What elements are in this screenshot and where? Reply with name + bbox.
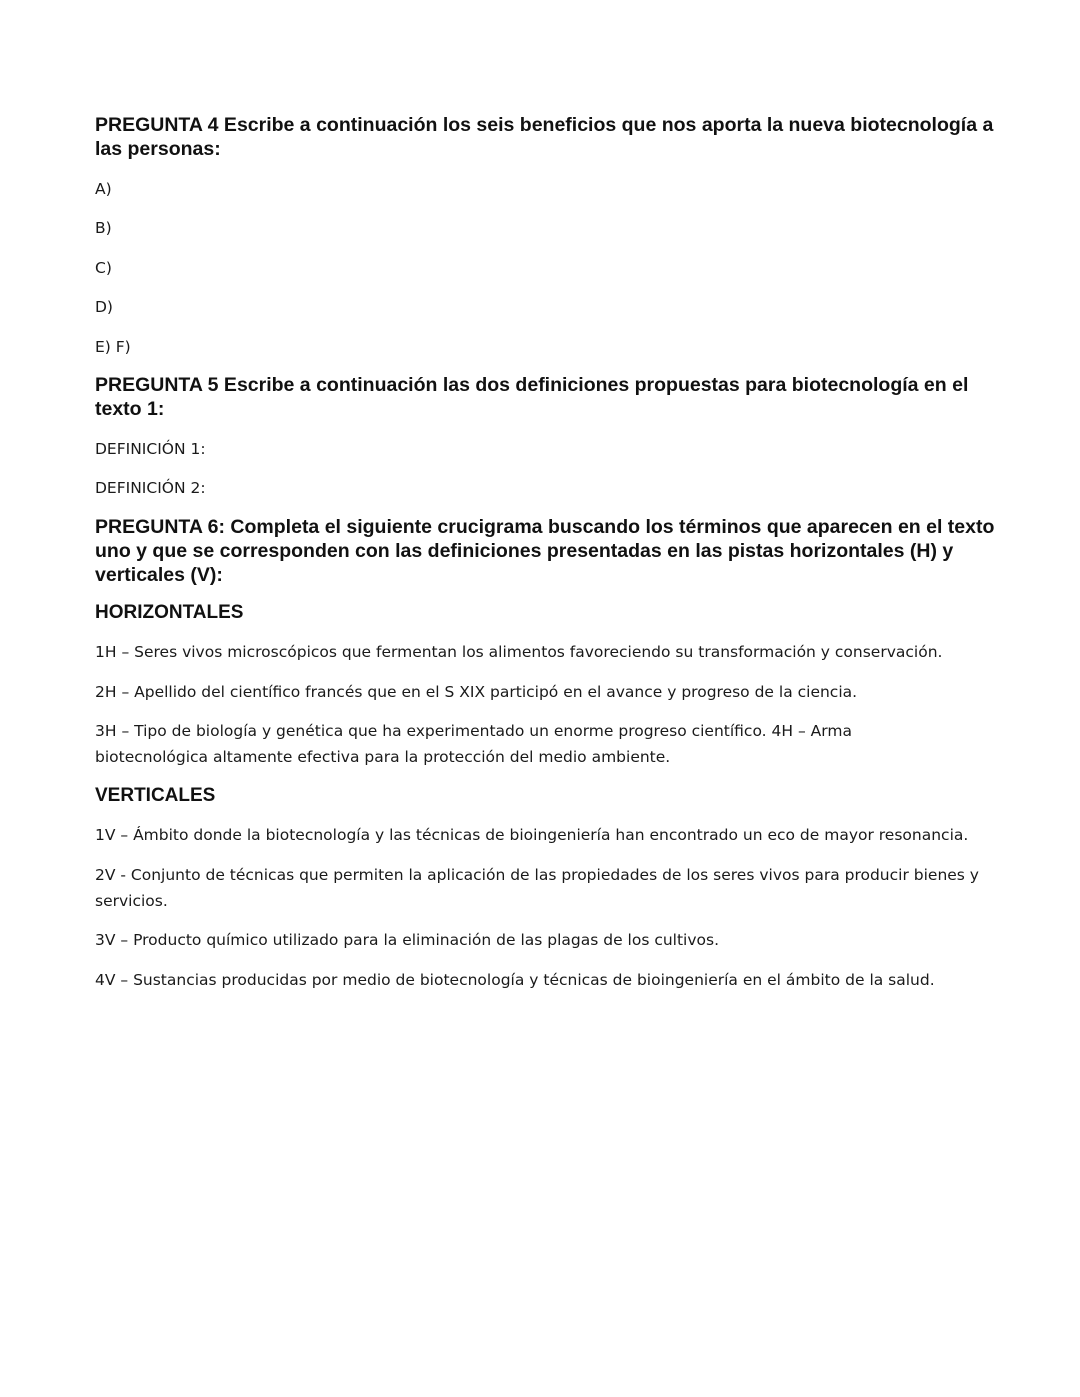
- question-6-text: Completa el siguiente crucigrama buscando los términos que aparecen en el texto uno y que se corresponden con las definiciones presentadas en las pistas horizontales (H) y verticales (V):: [95, 516, 995, 586]
- answer-line-d: D): [95, 298, 113, 316]
- question-5: [95, 373, 1000, 421]
- question-6-label: PREGUNTA 6:: [95, 516, 226, 538]
- answer-line-c: C): [95, 259, 112, 277]
- answer-line-a: A): [95, 180, 112, 198]
- clue-2v: 2V - Conjunto de técnicas que permiten la aplicación de las propiedades de los seres vivos para producir bienes y servicios.: [95, 866, 979, 910]
- definition-1: DEFINICIÓN 1:: [95, 440, 206, 458]
- clue-2h: 2H – Apellido del científico francés que en el S XIX participó en el avance y progreso de la ciencia.: [95, 683, 858, 701]
- clue-3h-4h: 3H – Tipo de biología y genética que ha experimentado un enorme progreso científico. 4H – Arma biotecnológica altamente efectiva para la protección del medio ambiente.: [95, 722, 852, 766]
- answer-line-b: B): [95, 219, 112, 237]
- question-4: [95, 113, 1000, 161]
- vertical-heading: VERTICALES: [95, 785, 216, 806]
- question-6: [95, 515, 1000, 587]
- answer-line-e-f: E) F): [95, 338, 131, 356]
- clue-3v: 3V – Producto químico utilizado para la eliminación de las plagas de los cultivos.: [95, 931, 720, 949]
- horizontal-heading: HORIZONTALES: [95, 602, 244, 623]
- question-4-text: Escribe a continuación los seis beneficios que nos aporta la nueva biotecnología a las personas:: [95, 114, 994, 160]
- clue-4v: 4V – Sustancias producidas por medio de biotecnología y técnicas de bioingeniería en el ámbito de la salud.: [95, 971, 935, 989]
- question-5-label: PREGUNTA 5: [95, 374, 219, 396]
- definition-2: DEFINICIÓN 2:: [95, 479, 206, 497]
- question-4-label: PREGUNTA 4: [95, 114, 219, 136]
- clue-1h: 1H – Seres vivos microscópicos que fermentan los alimentos favoreciendo su transformación y conservación.: [95, 643, 943, 661]
- clue-1v: 1V – Ámbito donde la biotecnología y las técnicas de bioingeniería han encontrado un eco de mayor resonancia.: [95, 826, 969, 844]
- question-5-text: Escribe a continuación las dos definiciones propuestas para biotecnología en el texto 1:: [95, 374, 969, 420]
